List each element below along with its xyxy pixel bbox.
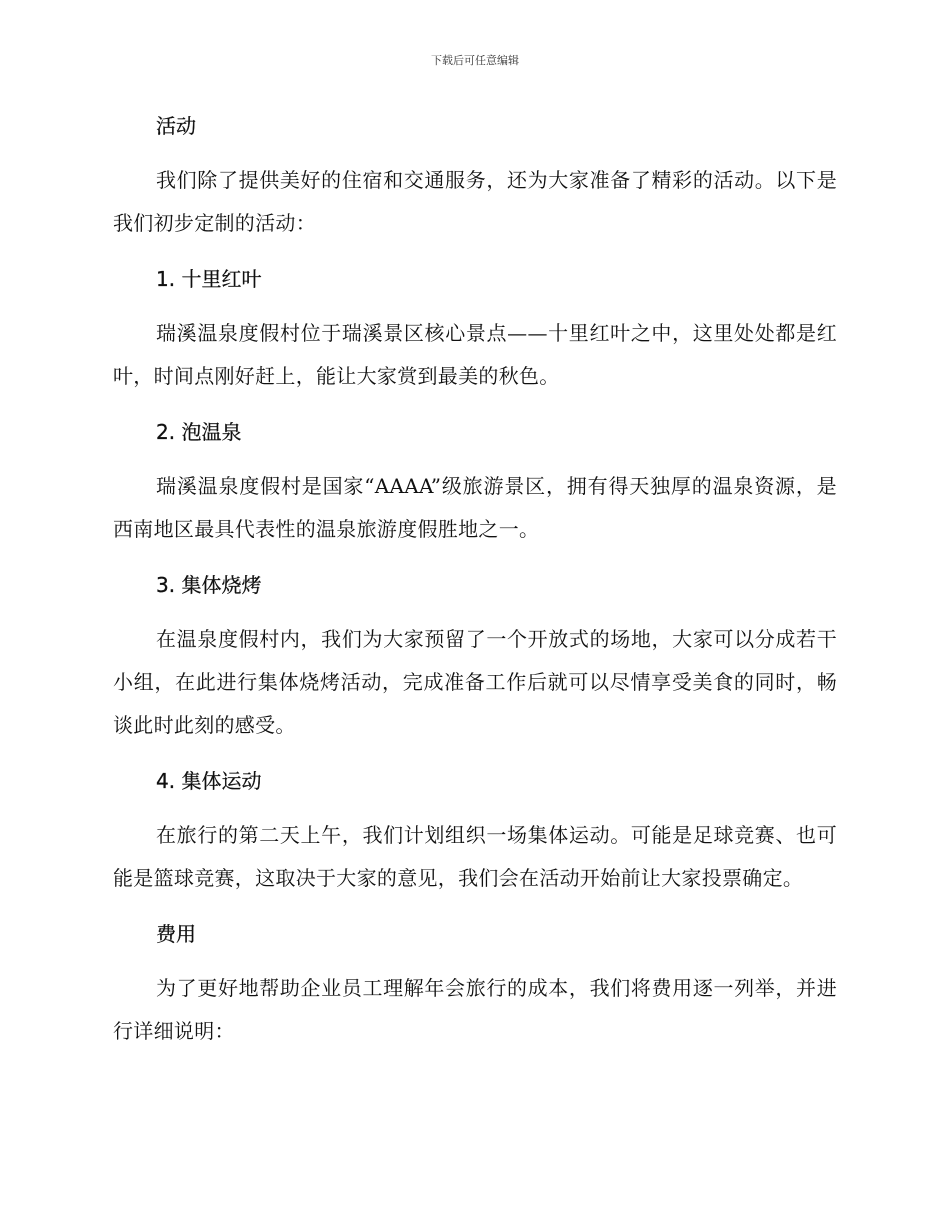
section-heading-cost: 费用	[156, 922, 196, 946]
document-body	[113, 108, 837, 1053]
activity-body-2: 瑞溪温泉度假村是国家“AAAA”级旅游景区，拥有得天独厚的温泉资源，是西南地区最具代表性的温泉旅游度假胜地之一。	[113, 474, 837, 541]
activity-body-4: 在旅行的第二天上午，我们计划组织一场集体运动。可能是足球竞赛、也可能是篮球竞赛，这取决于大家的意见，我们会在活动开始前让大家投票确定。	[113, 823, 837, 890]
cost-body: 为了更好地帮助企业员工理解年会旅行的成本，我们将费用逐一列举，并进行详细说明：	[113, 976, 837, 1043]
activity-title-4: 4. 集体运动	[156, 769, 262, 793]
activity-title-3: 3. 集体烧烤	[156, 573, 262, 597]
section-heading-activities: 活动	[156, 114, 196, 138]
activity-body-3: 在温泉度假村内，我们为大家预留了一个开放式的场地，大家可以分成若干小组，在此进行集体烧烤活动，完成准备工作后就可以尽情享受美食的同时，畅谈此时此刻的感受。	[113, 627, 837, 737]
activities-intro: 我们除了提供美好的住宿和交通服务，还为大家准备了精彩的活动。以下是我们初步定制的活动：	[113, 168, 837, 235]
activity-title-2: 2. 泡温泉	[156, 420, 242, 444]
page-header: 下载后可任意编辑	[431, 54, 519, 67]
activity-body-1: 瑞溪温泉度假村位于瑞溪景区核心景点——十里红叶之中，这里处处都是红叶，时间点刚好赶上，能让大家赏到最美的秋色。	[113, 321, 837, 388]
activity-title-1: 1. 十里红叶	[156, 267, 262, 291]
